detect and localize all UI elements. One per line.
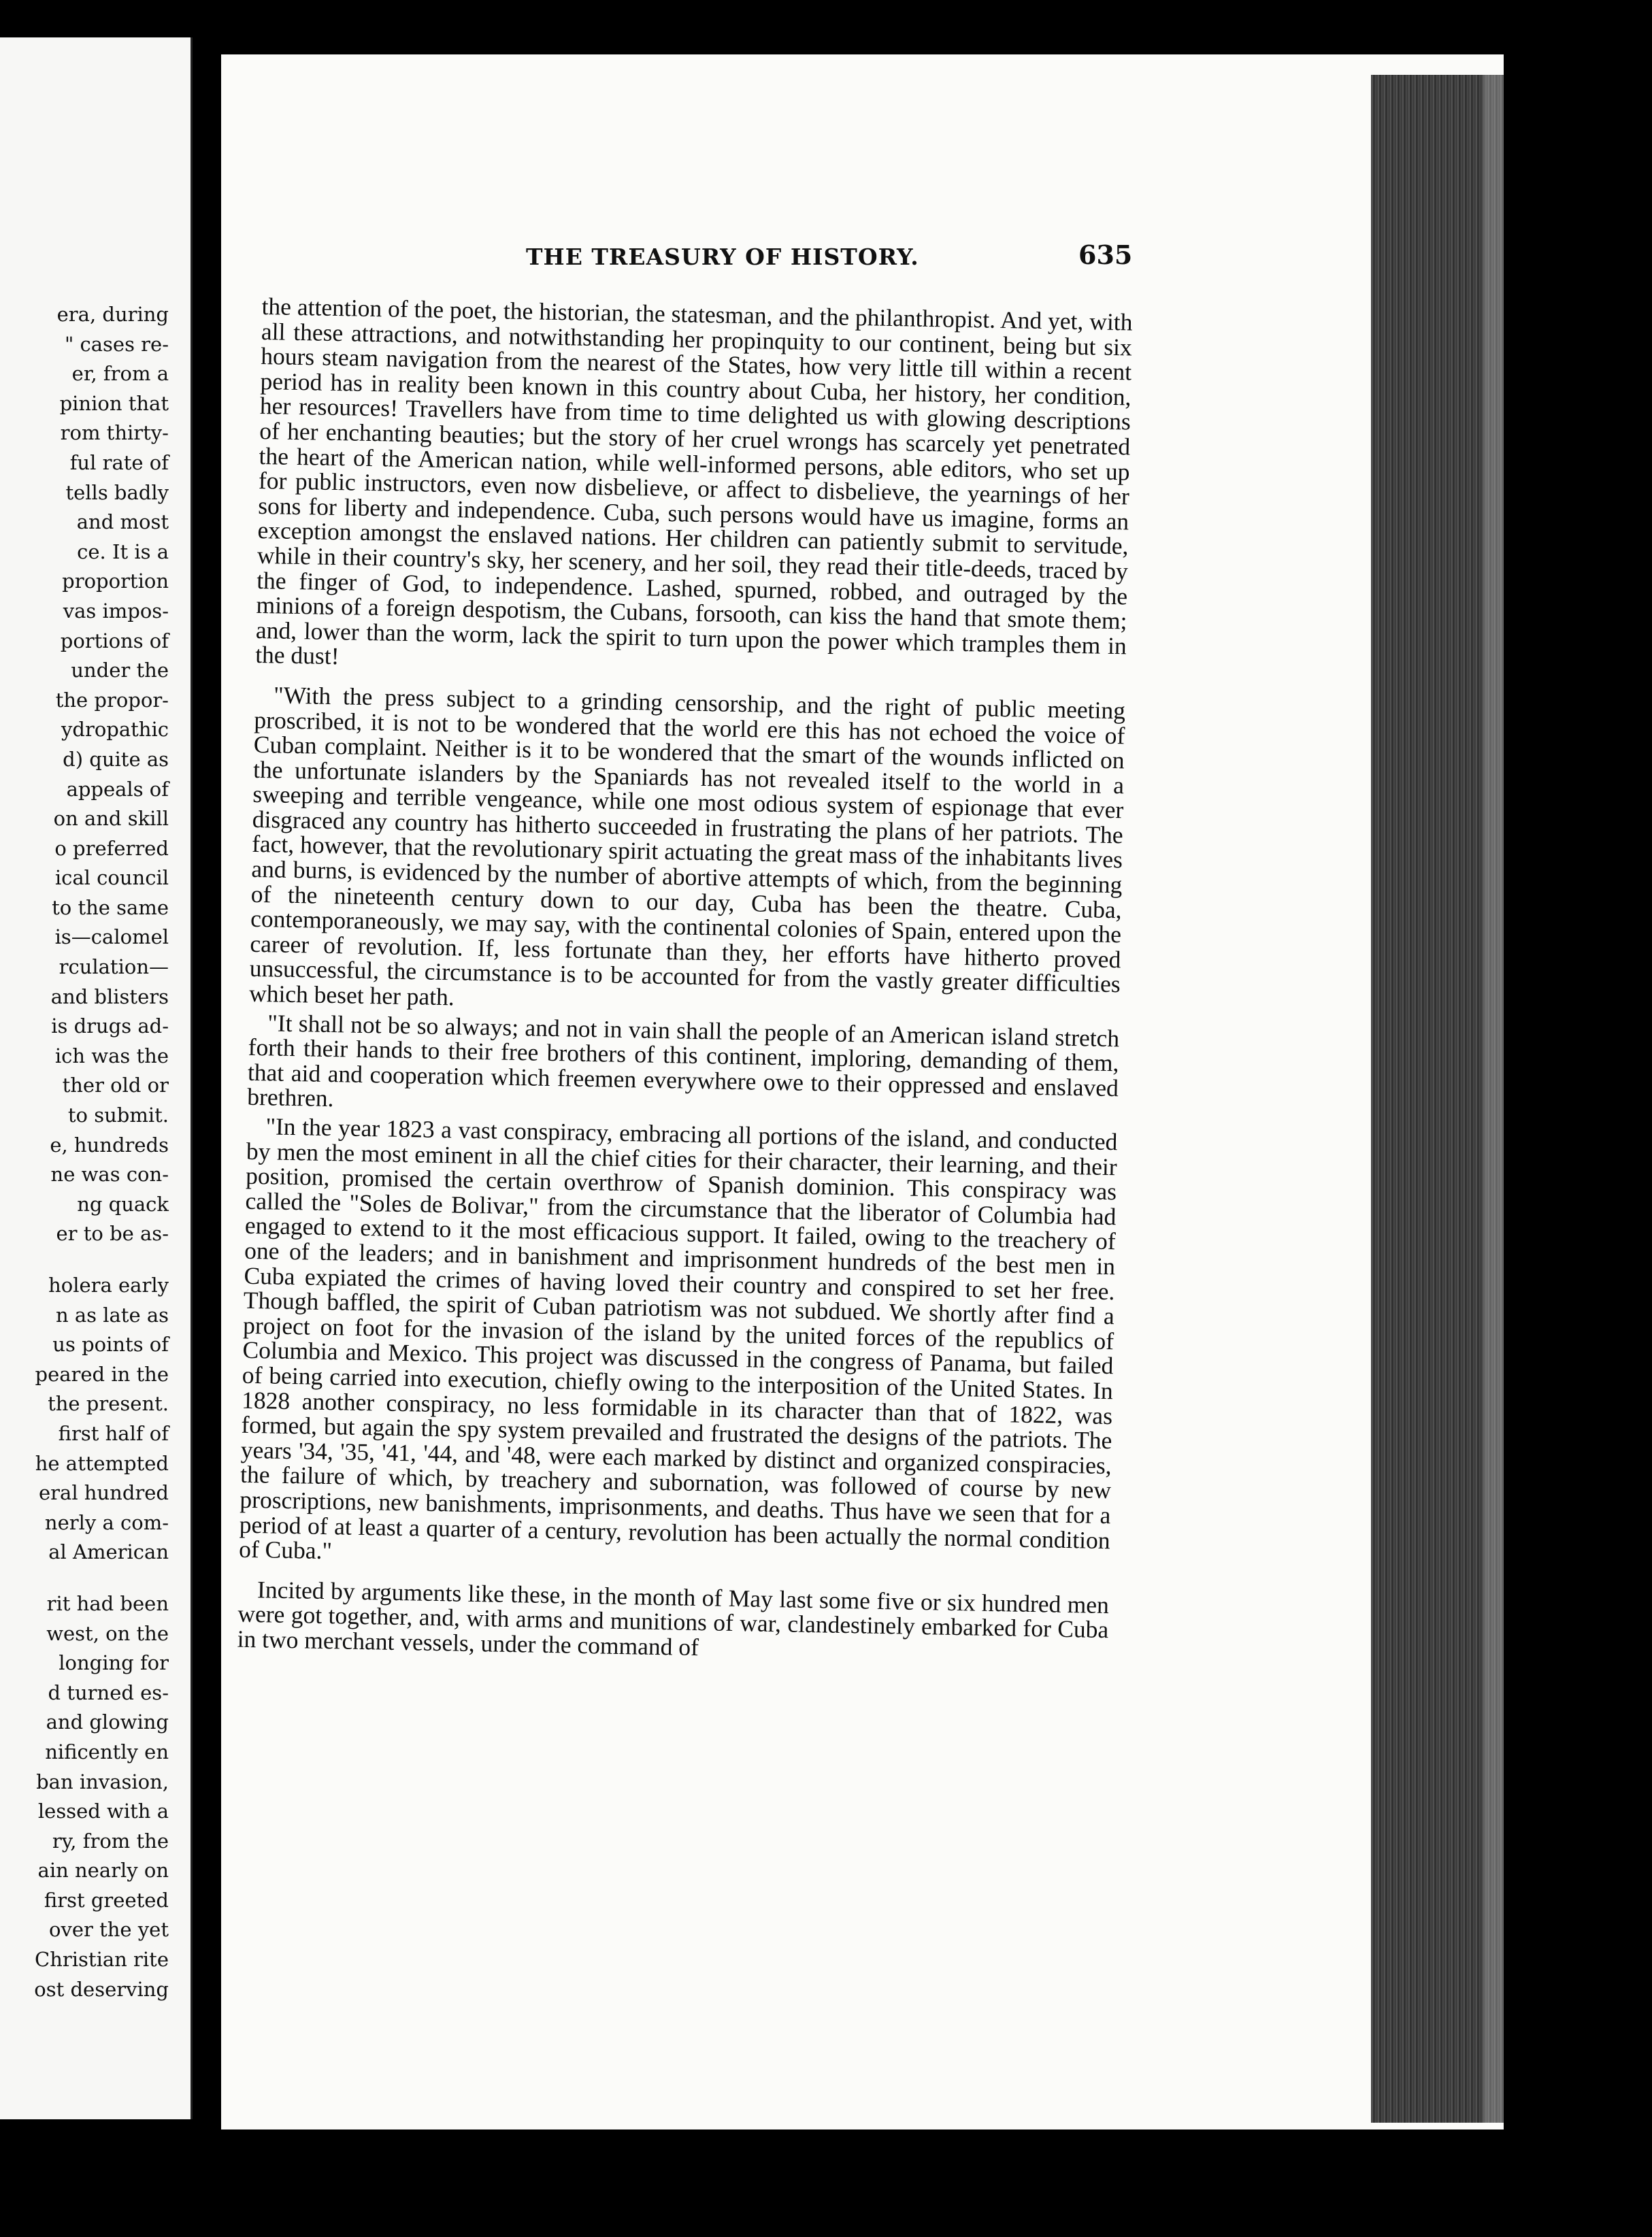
left-page-line: er, from a [71,362,169,386]
left-page-line: proportion [62,569,169,593]
left-page-line: ydropathic [61,718,169,742]
left-page-line [0,1249,169,1271]
left-page-line: under the [71,659,169,682]
left-page-line: over the yet [49,1918,169,1942]
paragraph-3: "It shall not be so always; and not in vain shall the people of an American island stretch forth their hands to their free brothers of this continent, imploring, demanding of them, that aid and cooperation which freemen everywhere owe to their oppressed and enslaved brethren. [247,1008,1120,1112]
left-page-line: Christian rite [35,1948,169,1972]
left-page-line: pinion that [59,391,169,415]
left-page-line: and most [76,510,169,534]
left-page-line: eral hundred [39,1481,169,1505]
left-page-line: d) quite as [63,747,169,771]
left-page-line: on and skill [53,807,169,831]
left-page-line: ban invasion, [36,1770,169,1793]
left-page-line: he attempted [35,1451,169,1475]
left-page-line: ost deserving [34,1977,169,2001]
paragraph-2: "With the press subject to a grinding censorship, and the right of public meeting proscribed, it is not to be wondered that the world ere this has not echoed the voice of Cuban complaint. Neither is it to be wondered that the smart of the wounds inflicted on the unfortunate islanders by the Spaniards has not revealed itself to the world in a sweeping and terrible vengeance, while one most odious system of espionage that ever disgraced any country has hitherto succeeded in frustrating the plans of her patriots. The fact, however, that the revolutionary spirit actuating the great mass of the inhabitants lives and burns, is evidenced by the number of abortive attempts of which, from the beginning of the nineteenth century down to our day, Cuba has been the theatre. Cuba, contemporaneously, we may say, with the continental colonies of Spain, entered upon the career of revolution. If, less fortunate than they, her efforts have hitherto proved unsuccessful, the circumstance is to be accounted for from the vastly greater difficulties which beset her path. [248,681,1126,1011]
left-page-line: era, during [56,303,169,326]
left-page-line: ry, from the [52,1829,169,1853]
left-page-line: nificently en [45,1740,169,1763]
left-page-line: n as late as [55,1303,169,1327]
left-page-line: ich was the [54,1044,169,1067]
left-page-line: to the same [52,895,169,919]
left-page-line: portions of [60,629,169,652]
left-page-line: nerly a com- [44,1510,169,1534]
left-page-line: e, hundreds [50,1133,169,1157]
page-body [237,294,1132,1672]
left-page-line: the present. [48,1392,169,1416]
left-page-line: o preferred [54,836,169,860]
left-page-line: holera early [48,1274,169,1297]
left-page-line: vas impos- [63,599,169,623]
left-page-line: rculation— [59,955,169,979]
left-page-line: tells badly [65,480,169,504]
left-page-line: ce. It is a [77,540,169,563]
left-page-line: lessed with a [37,1800,169,1823]
left-page-line: us points of [52,1333,169,1357]
running-head: THE TREASURY OF HISTORY. [526,244,919,270]
left-page-line: is drugs ad- [51,1014,169,1038]
left-page-line: d turned es- [48,1680,169,1704]
left-page-line: is—calomel [54,925,169,949]
left-page-line: ther old or [62,1074,169,1097]
paragraph-4: "In the year 1823 a vast conspiracy, embracing all portions of the island, and conducted by men the most eminent in all the chief cities for their character, their learning, and their position, promised the certain overthrow of Spanish dominion. This conspiracy was called the "Soles de Bolivar," from the circumstance that the liberator of Columbia had engaged to extend to it the most efficacious support. It failed, owing to the treachery of one of the leaders; and in banishment and imprisonment hundreds of the best men in Cuba expiated the crimes of having loved their country and conspired to set her free. Though baffled, the spirit of Cuban patriotism was not subdued. We shortly after find a project on foot for the invasion of the island by the united forces of the republics of Columbia and Mexico. This project was discussed in the congress of Panama, but failed of being carried into execution, chiefly owing to the interposition of the United States. In 1828 another conspiracy, no less formidable in its character than that of 1822, was formed, but again the spy system prevailed and frustrated the designs of the patriots. The years '34, '35, '41, '44, and '48, were each marked by distinct and organized conspiracies, the failure of which, by treachery and subornation, was followed of course by new proscriptions, new banishments, imprisonments, and deaths. Thus have we seen that for a period of at least a quarter of a century, revolution has been actually the normal condition of Cuba." [238,1112,1118,1565]
paragraph-1: the attention of the poet, the historian, the statesman, and the philanthropist. And yet, with all these attractions, and notwithstanding her propinquity to our continent, being but six hours steam navigation from the nearest of the States, how very little till within a recent period has in reality been known in this country about Cuba, her history, her condition, her resources! Travellers have from time to time delighted us with glowing descriptions of her enchanting beauties; but the story of her cruel wrongs has scarcely yet penetrated the heart of the American nation, while well-informed persons, able editors, who set up for public instructors, even now disbelieve, or affect to disbelieve, the yearnings of her sons for liberty and independence. Cuba, such persons would have us imagine, forms an exception amongst the enslaved nations. Her children can patiently submit to servitude, while in their country's sky, her scenery, and her soil, they read their title-deeds, traced by the finger of God, to independence. Lashed, spurned, robbed, and outraged by the minions of a foreign despotism, the Cubans, forsooth, can kiss the hand that smote them; and, lower than the worm, lack the spirit to turn upon the power which tramples them in the dust! [254,293,1133,670]
left-page-line: first half of [58,1421,169,1445]
left-page-line [0,1568,169,1589]
left-page-line: ical council [54,866,169,890]
left-page-line: rit had been [46,1591,169,1615]
left-page-line: ful rate of [69,450,169,474]
left-page [0,37,193,2119]
page-number: 635 [1078,239,1133,270]
left-page-line: west, on the [46,1621,169,1645]
left-page-line: " cases re- [64,332,169,356]
left-page-line: and glowing [46,1710,169,1734]
left-page-line: er to be as- [56,1222,169,1246]
left-page-line: and blisters [50,984,169,1008]
left-page-line: appeals of [66,777,169,801]
left-page-line: first greeted [44,1888,169,1912]
left-page-line: ne was con- [50,1163,169,1187]
left-page-line: the propor- [55,688,169,712]
left-page-line: al American [48,1540,169,1564]
left-page-text [0,300,169,2004]
left-page-line: to submit. [67,1104,169,1127]
left-page-line: ng quack [77,1192,169,1216]
left-page-line: rom thirty- [60,421,169,445]
paragraph-5: Incited by arguments like these, in the month of May last some five or six hundred men were got together, and, with arms and munitions of war, clandestinely embarked for Cuba in two merchant vessels, under the command of [237,1575,1110,1661]
left-page-line: ain nearly on [37,1859,169,1883]
book-fore-edge [1371,75,1504,2123]
left-page-line: longing for [59,1651,169,1675]
left-page-line: peared in the [35,1362,169,1386]
